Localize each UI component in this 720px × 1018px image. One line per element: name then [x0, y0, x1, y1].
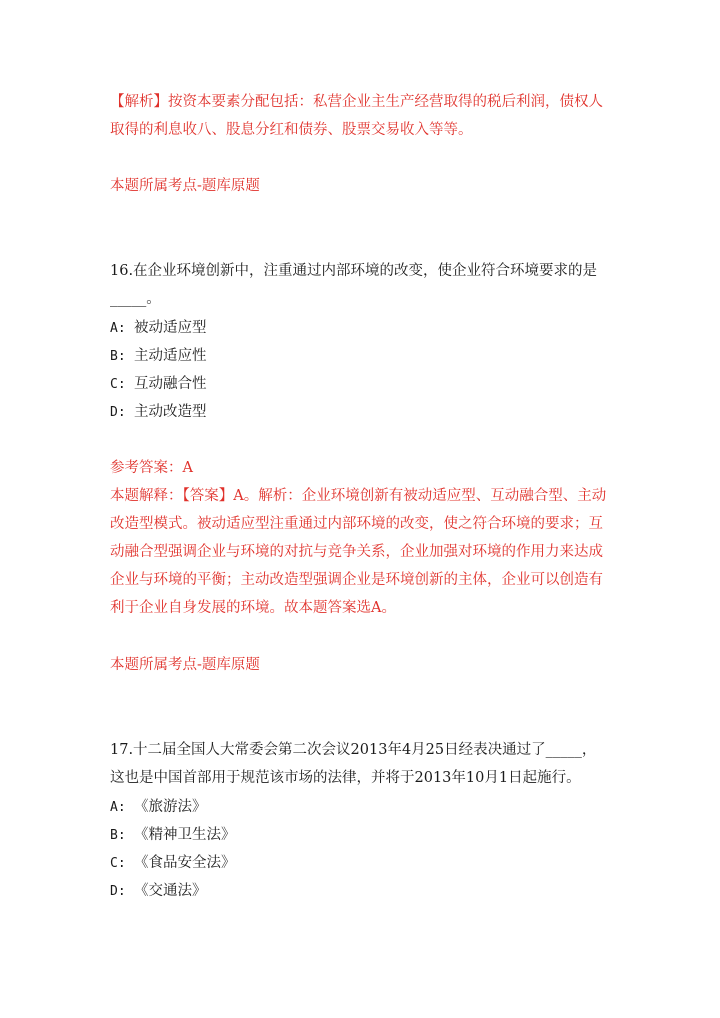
q16-option-a-text: 被动适应型 [134, 320, 207, 336]
q16-explanation-line-2: 改造型模式。被动适应型注重通过内部环境的改变，使之符合环境的要求；互 [110, 516, 603, 532]
q16-option-c [110, 374, 207, 395]
q16-question-line-1: 16.在企业环境创新中，注重通过内部环境的改变，使企业符合环境要求的是 [110, 263, 598, 279]
q16-option-a-letter: A: [110, 321, 126, 336]
q16-answer: 参考答案：A [110, 460, 193, 476]
q17-option-b-letter: B: [110, 828, 126, 843]
q16-option-d-letter: D: [110, 405, 126, 420]
q17-option-d-text: 《交通法》 [134, 883, 207, 899]
q17-option-b-text: 《精神卫生法》 [134, 827, 236, 843]
q16-option-c-text: 互动融合性 [134, 376, 207, 392]
q17-option-c [110, 853, 236, 874]
q16-question-line-2: _____。 [110, 291, 161, 307]
prev-source-label: 本题所属考点-题库原题 [110, 178, 260, 194]
q17-option-a [110, 797, 207, 818]
q16-explanation-line-5: 利于企业自身发展的环境。故本题答案选A。 [110, 600, 396, 616]
q16-option-d-text: 主动改造型 [134, 404, 207, 420]
q17-option-d [110, 881, 207, 902]
q17-option-a-text: 《旅游法》 [134, 799, 207, 815]
q16-option-b [110, 346, 207, 367]
q17-option-c-letter: C: [110, 856, 126, 871]
prev-analysis-line-1: 【解析】按资本要素分配包括：私营企业主生产经营取得的税后利润，债权人 [110, 94, 603, 110]
q16-source-label: 本题所属考点-题库原题 [110, 657, 260, 673]
q17-option-c-text: 《食品安全法》 [134, 855, 236, 871]
q16-option-c-letter: C: [110, 377, 126, 392]
q16-option-a [110, 318, 207, 339]
q17-question-line-2: 这也是中国首部用于规范该市场的法律，并将于2013年10月1日起施行。 [110, 770, 581, 786]
q17-option-d-letter: D: [110, 884, 126, 899]
q17-option-b [110, 825, 236, 846]
q16-explanation-line-4: 企业与环境的平衡；主动改造型强调企业是环境创新的主体，企业可以创造有 [110, 572, 603, 588]
q16-explanation-line-1: 本题解释：【答案】A。解析：企业环境创新有被动适应型、互动融合型、主动 [110, 488, 607, 504]
q16-option-b-text: 主动适应性 [134, 348, 207, 364]
q16-option-b-letter: B: [110, 349, 126, 364]
prev-analysis-line-2: 取得的利息收八、股息分红和债券、股票交易收入等等。 [110, 122, 473, 138]
q17-option-a-letter: A: [110, 800, 126, 815]
q17-question-line-1: 17.十二届全国人大常委会第二次会议2013年4月25日经表决通过了_____， [110, 742, 597, 758]
q16-explanation-line-3: 动融合型强调企业与环境的对抗与竞争关系，企业加强对环境的作用力来达成 [110, 544, 603, 560]
q16-option-d [110, 402, 207, 423]
